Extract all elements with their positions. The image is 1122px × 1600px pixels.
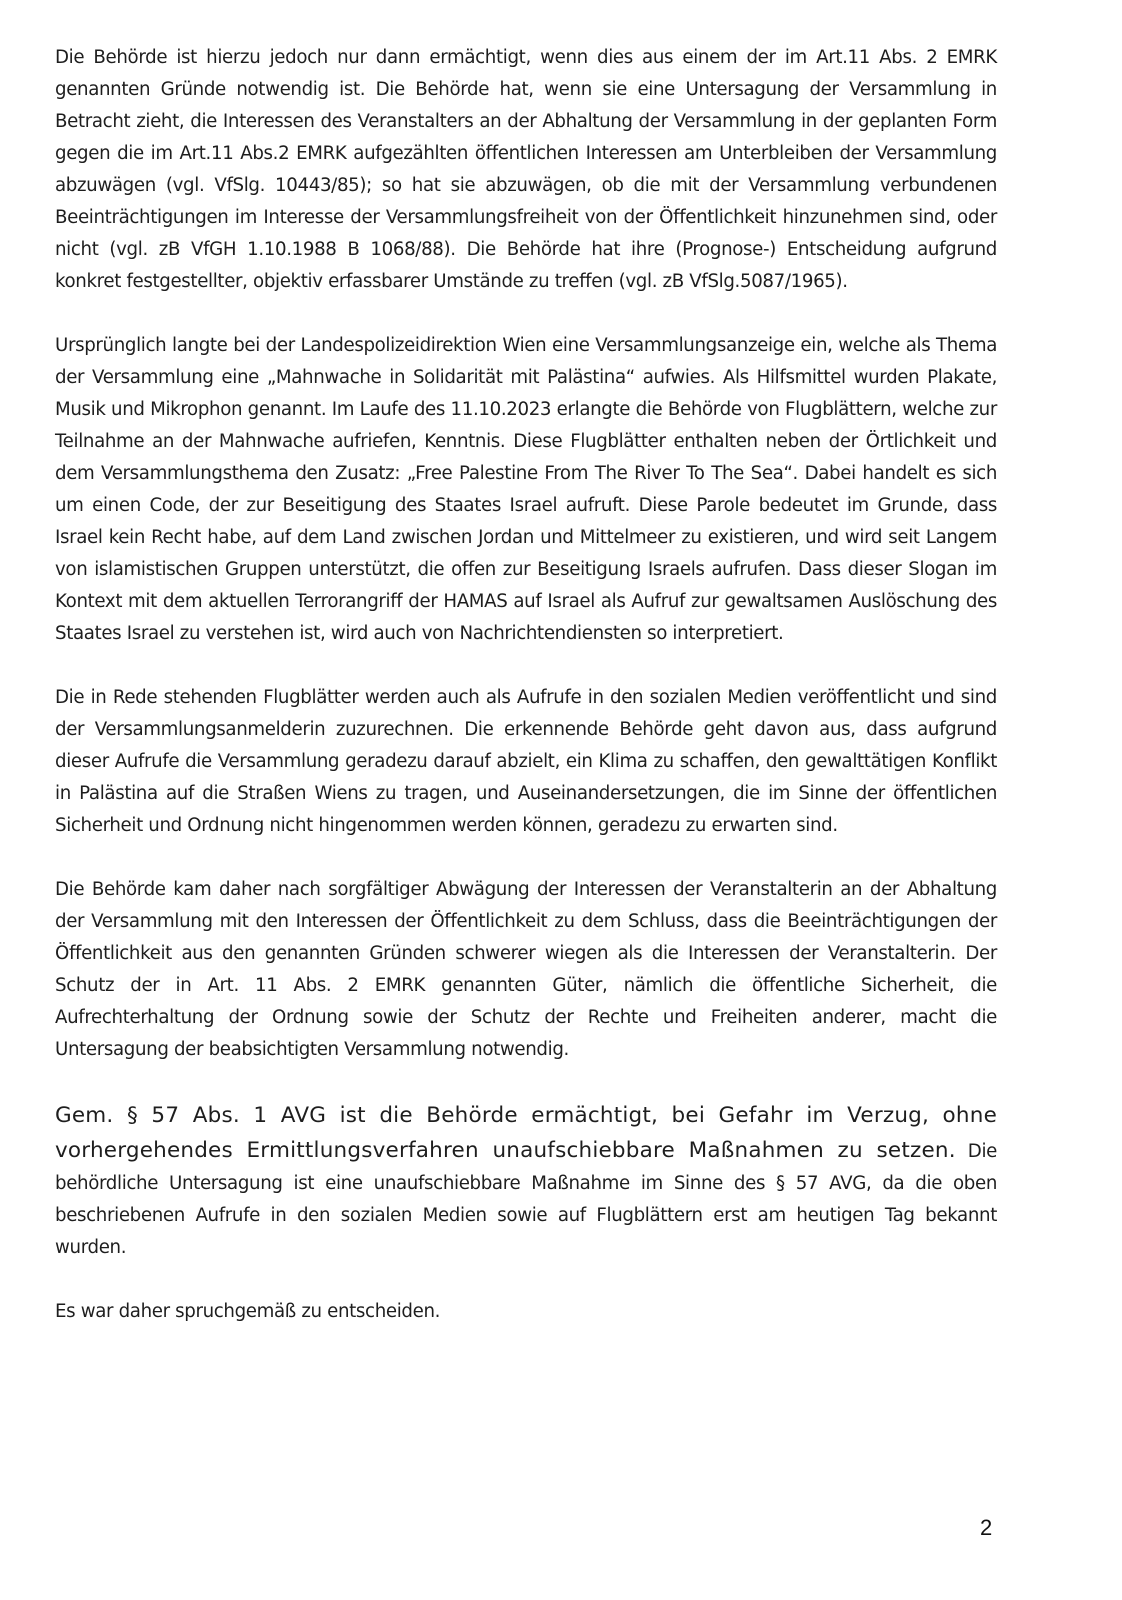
paragraph-closing: Es war daher spruchgemäß zu entscheiden. [55,1301,441,1322]
document-page [55,42,997,1360]
paragraph-assessment: Die in Rede stehenden Flugblätter werden auch als Aufrufe in den sozialen Medien veröffentlicht und sind der Versammlungsanmelderin zuzurechnen. Die erkennende Behörde geht davon aus, dass aufgrund dieser Aufrufe die Versammlung geradezu darauf abzielt, ein Klima zu schaffen, den gewalttätigen Konflikt in Palästina auf die Straßen Wiens zu tragen, und Auseinandersetzungen, die im Sinne der öffentlichen Sicherheit und Ordnung nicht hingenommen werden können, geradezu zu erwarten sind. [55,687,997,836]
paragraph-urgency [55,1098,997,1264]
page-number: 2 [980,1515,993,1540]
paragraph-urgency-lead: Gem. § 57 Abs. 1 AVG ist die Behörde ermächtigt, bei Gefahr im Verzug, ohne vorhergehendes Ermittlungsverfahren unaufschiebbare Maßnahmen zu setzen. [55,1103,997,1163]
paragraph-urgency-rest: Die behördliche Untersagung ist eine unaufschiebbare Maßnahme im Sinne des § 57 AVG, da die oben beschriebenen Aufrufe in den sozialen Medien sowie auf Flugblättern erst am heutigen Tag bekannt wurden. [55,1141,997,1258]
paragraph-legal-basis: Die Behörde ist hierzu jedoch nur dann ermächtigt, wenn dies aus einem der im Art.11 Abs. 2 EMRK genannten Gründe notwendig ist. Die Behörde hat, wenn sie eine Untersagung der Versammlung in Betracht zieht, die Interessen des Veranstalters an der Abhaltung der Versammlung in der geplanten Form gegen die im Art.11 Abs.2 EMRK aufgezählten öffentlichen Interessen am Unterbleiben der Versammlung abzuwägen (vgl. VfSlg. 10443/85); so hat sie abzuwägen, ob die mit der Versammlung verbundenen Beeinträchtigungen im Interesse der Versammlungsfreiheit von der Öffentlichkeit hinzunehmen sind, oder nicht (vgl. zB VfGH 1.10.1988 B 1068/88). Die Behörde hat ihre (Prognose-) Entscheidung aufgrund konkret festgestellter, objektiv erfassbarer Umstände zu treffen (vgl. zB VfSlg.5087/1965). [55,47,997,292]
paragraph-facts: Ursprünglich langte bei der Landespolizeidirektion Wien eine Versammlungsanzeige ein, welche als Thema der Versammlung eine „Mahnwache in Solidarität mit Palästina“ aufwies. Als Hilfsmittel wurden Plakate, Musik und Mikrophon genannt. Im Laufe des 11.10.2023 erlangte die Behörde von Flugblättern, welche zur Teilnahme an der Mahnwache aufriefen, Kenntnis. Diese Flugblätter enthalten neben der Örtlichkeit und dem Versammlungsthema den Zusatz: „Free Palestine From The River To The Sea“. Dabei handelt es sich um einen Code, der zur Beseitigung des Staates Israel aufruft. Diese Parole bedeutet im Grunde, dass Israel kein Recht habe, auf dem Land zwischen Jordan und Mittelmeer zu existieren, und wird seit Langem von islamistischen Gruppen unterstützt, die offen zur Beseitigung Israels aufrufen. Dass dieser Slogan im Kontext mit dem aktuellen Terrorangriff der HAMAS auf Israel als Aufruf zur gewaltsamen Auslöschung des Staates Israel zu verstehen ist, wird auch von Nachrichtendiensten so interpretiert. [55,335,997,644]
paragraph-balancing: Die Behörde kam daher nach sorgfältiger Abwägung der Interessen der Veranstalterin an der Abhaltung der Versammlung mit den Interessen der Öffentlichkeit zu dem Schluss, dass die Beeinträchtigungen der Öffentlichkeit aus den genannten Gründen schwerer wiegen als die Interessen der Veranstalterin. Der Schutz der in Art. 11 Abs. 2 EMRK genannten Güter, nämlich die öffentliche Sicherheit, die Aufrechterhaltung der Ordnung sowie der Schutz der Rechte und Freiheiten anderer, macht die Untersagung der beabsichtigten Versammlung notwendig. [55,879,997,1060]
